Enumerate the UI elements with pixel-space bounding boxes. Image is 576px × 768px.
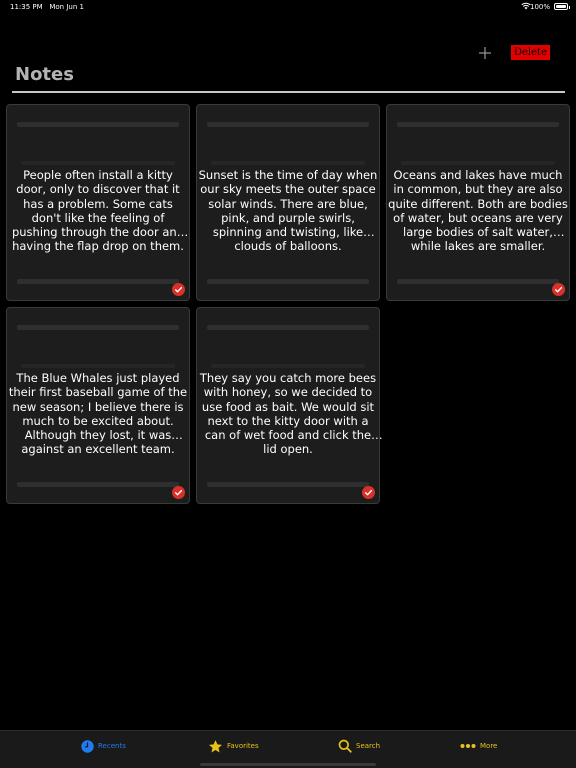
page-title: Notes bbox=[15, 64, 74, 85]
tab-more[interactable] bbox=[460, 738, 497, 754]
note-preview-text: Sunset is the time of day when our sky meets the outer space solar winds. There are blue, pink, and purple swirls, spinning and twisting, like clouds of balloons. bbox=[198, 168, 378, 254]
note-card[interactable] bbox=[6, 104, 190, 301]
tab-label: Favorites bbox=[227, 742, 259, 750]
placeholder-line bbox=[401, 161, 555, 165]
title-divider bbox=[12, 91, 565, 93]
tab-favorites[interactable] bbox=[208, 738, 259, 754]
battery-percent: 100% bbox=[529, 3, 550, 11]
placeholder-line bbox=[211, 161, 365, 165]
status-bar bbox=[0, 0, 576, 14]
home-indicator bbox=[200, 763, 376, 766]
note-select-button[interactable] bbox=[552, 283, 565, 296]
tab-label: Recents bbox=[98, 742, 126, 750]
note-preview-text: People often install a kitty door, only to discover that it has a problem. Some cats don't like the feeling of pushing through the door and having the flap drop on them. bbox=[11, 168, 185, 254]
star-icon bbox=[208, 739, 223, 754]
placeholder-line bbox=[397, 279, 559, 284]
placeholder-line bbox=[397, 122, 559, 127]
placeholder-line bbox=[207, 325, 369, 330]
placeholder-line bbox=[21, 161, 175, 165]
check-icon bbox=[172, 283, 185, 296]
tab-label: More bbox=[480, 742, 498, 750]
placeholder-line bbox=[207, 279, 369, 284]
note-preview-text: The Blue Whales just played their first baseball game of the new season; I believe there is much to be excited about. Although they lost, it was against an excellent team. bbox=[8, 371, 188, 457]
placeholder-line bbox=[207, 482, 369, 487]
note-select-button[interactable] bbox=[172, 283, 185, 296]
note-card[interactable] bbox=[386, 104, 570, 301]
more-icon bbox=[460, 743, 476, 749]
tab-label: Search bbox=[356, 742, 381, 750]
tab-search[interactable] bbox=[338, 738, 380, 754]
check-icon bbox=[172, 486, 185, 499]
note-preview-text: They say you catch more bees with honey, so we decided to use food as bait. We would sit next to the kitty door with a can of wet food and click the lid open. bbox=[199, 371, 377, 457]
placeholder-line bbox=[211, 364, 365, 368]
placeholder-line bbox=[21, 364, 175, 368]
placeholder-line bbox=[17, 122, 179, 127]
status-date: Mon Jun 1 bbox=[49, 3, 84, 11]
placeholder-line bbox=[17, 482, 179, 487]
delete-button[interactable]: Delete bbox=[511, 45, 550, 60]
note-card[interactable] bbox=[196, 307, 380, 504]
check-icon bbox=[362, 486, 375, 499]
placeholder-line bbox=[207, 122, 369, 127]
tab-bar bbox=[0, 730, 576, 768]
note-select-button[interactable] bbox=[172, 486, 185, 499]
add-note-button[interactable] bbox=[476, 44, 494, 62]
tab-recents[interactable] bbox=[81, 738, 126, 754]
clock-icon bbox=[81, 740, 94, 753]
placeholder-line bbox=[17, 279, 179, 284]
battery-full-icon bbox=[554, 3, 568, 10]
check-icon bbox=[552, 283, 565, 296]
note-preview-text: Oceans and lakes have much in common, but they are also quite different. Both are bodies of water, but oceans are very large bodies of salt water, while lakes are smaller. bbox=[388, 168, 568, 254]
note-card[interactable] bbox=[196, 104, 380, 301]
status-time: 11:35 PM Mon Jun 1 bbox=[10, 3, 84, 11]
note-select-button[interactable] bbox=[362, 486, 375, 499]
plus-icon bbox=[476, 44, 494, 62]
search-icon bbox=[338, 739, 352, 753]
note-card[interactable] bbox=[6, 307, 190, 504]
placeholder-line bbox=[17, 325, 179, 330]
